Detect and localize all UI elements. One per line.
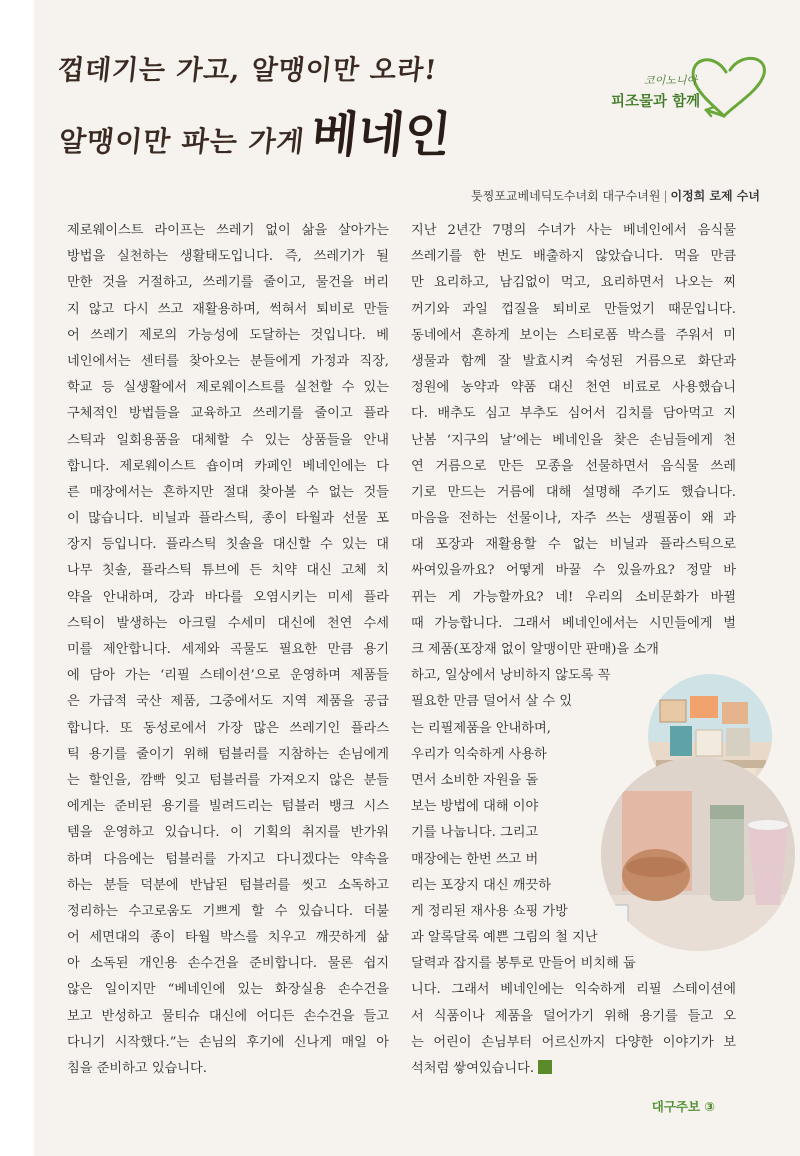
byline-org: 툿찡포교베네딕도수녀회 대구수녀원	[471, 189, 661, 203]
headline-line2-prefix: 알맹이만 파는 가게	[57, 125, 307, 158]
body-text-line: 합니다. 또 동성로에서 가장 많은 쓰레기인 플라스	[67, 720, 389, 736]
article-end-mark-icon	[538, 1060, 552, 1074]
headline-line2	[56, 96, 454, 165]
body-text-line: 쓰레기를 한 번도 배출하지 않았습니다. 먹을 만큼	[411, 249, 736, 265]
body-text-line: 구체적인 방법들을 교육하고 쓰레기를 줄이고 플라	[67, 406, 389, 422]
body-text-line: 은 가급적 국산 제품, 그중에서도 지역 제품을 공급	[67, 694, 389, 710]
body-text-line: 스틱이 발생하는 아크릴 수세미 대신에 천연 수세	[67, 615, 389, 631]
body-text-line: 이 많습니다. 비닐과 플라스틱, 종이 타월과 선물 포	[67, 511, 389, 527]
body-text-line: 뀌는 게 가능할까요? 네! 우리의 소비문화가 바뀔	[411, 589, 736, 605]
byline-author: 이정희 로제 수녀	[670, 189, 760, 203]
body-text-line: 마음을 전하는 선물이나, 자주 쓰는 생필품이 왜 과	[411, 511, 736, 527]
body-text-line: 방법을 실천하는 생활태도입니다. 즉, 쓰레기가 될	[67, 249, 389, 265]
body-text-line: 학교 등 실생활에서 제로웨이스트를 실천할 수 있는	[67, 380, 389, 396]
body-text-line: 에 담아 가는 ‘리필 스테이션’으로 운영하며 제품들	[67, 668, 389, 684]
body-text-line: 싸여있을까요? 어떻게 바꿀 수 있을까요? 정말 바	[411, 563, 736, 579]
byline	[471, 187, 760, 204]
body-text-line: 니다. 그래서 베네인에는 익숙하게 리필 스테이션에	[411, 982, 736, 998]
body-text-line: 우리가 익숙하게 사용하	[411, 746, 547, 762]
body-text-line: 하며 다음에는 텀블러를 가지고 다니겠다는 약속을	[67, 851, 389, 867]
body-text-line: 생물과 함께 잘 발효시켜 숙성된 거름으로 화단과	[411, 353, 736, 369]
headline-shop-name: 베네인	[308, 107, 454, 163]
body-text-line: 침을 준비하고 있습니다.	[67, 1061, 207, 1076]
series-title: 피조물과 함께	[611, 94, 701, 110]
body-text-line: 대 포장과 재활용할 수 없는 비닐과 플라스틱으로	[411, 537, 736, 553]
body-text-line: 매장에는 한번 쓰고 버	[411, 851, 539, 867]
body-text-line: 서 식품이나 제품을 덜어가기 위해 용기를 들고 오	[411, 1008, 736, 1024]
body-text-line: 정원에 농약과 약품 대신 천연 비료로 사용했습니	[411, 380, 736, 396]
body-text-line: 다. 배추도 심고 부추도 심어서 김치를 담아먹고 지	[411, 406, 736, 422]
byline-separator: |	[663, 189, 668, 203]
body-text-line: 지 않고 다시 쓰고 재활용하며, 썩혀서 퇴비로 만들	[67, 301, 389, 317]
headline-line1: 껍데기는 가고, 알맹이만 오라!	[56, 55, 439, 86]
body-text-line: 약을 안내하며, 강과 바다를 오염시키는 미세 플라	[67, 589, 389, 605]
body-text-line: 게 정리된 재사용 쇼핑 가방	[411, 903, 568, 919]
body-text-line: 템을 운영하고 있습니다. 이 기획의 취지를 반가워	[67, 825, 389, 841]
body-text-line: 합니다. 제로웨이스트 숍이며 카페인 베네인에는 다	[67, 458, 389, 474]
body-text-line: 기를 나눕니다. 그리고	[411, 825, 539, 841]
body-text-line: 면서 소비한 자원을 돌	[411, 772, 539, 788]
body-text-line: 나무 칫솔, 플라스틱 튜브에 든 치약 대신 고체 치	[67, 563, 389, 579]
article-left-column	[67, 218, 389, 1082]
body-text-line: 않은 일이지만 “베네인에 있는 화장실용 손수건을	[67, 982, 389, 998]
body-text-line: 때 가능합니다. 그래서 베네인에서는 시민들에게 벌	[411, 615, 736, 631]
body-text-line: 는 할인을, 깜빡 잊고 텀블러를 가져오지 않은 분들	[67, 772, 389, 788]
footer-source: 대구주보 ③	[651, 1099, 715, 1114]
body-text-line: 꺼기와 과일 껍질을 퇴비로 만들었기 때문입니다.	[411, 301, 736, 317]
body-text-line: 만 요리하고, 남김없이 먹고, 요리하면서 나오는 찌	[411, 275, 736, 291]
series-subtitle: 코이노니아	[644, 74, 698, 87]
body-text-line: 기로 만드는 거름에 대해 설명해 주기도 했습니다.	[411, 484, 736, 500]
body-text-line: 틱 용기를 줄이기 위해 텀블러를 지참하는 손님에게	[67, 746, 389, 762]
body-text-line: 보고 반성하고 물티슈 대신에 어디든 손수건을 들고	[67, 1008, 389, 1024]
body-text-line: 제로웨이스트 라이프는 쓰레기 없이 삶을 살아가는	[67, 223, 389, 238]
body-text-line: 만한 것을 거절하고, 쓰레기를 줄이고, 물건을 버리	[67, 275, 389, 291]
body-text-line: 에게는 준비된 용기를 빌려드리는 텀블러 뱅크 시스	[67, 799, 389, 815]
body-text-line: 미를 제안합니다. 세제와 곡물도 필요한 만큼 용기	[67, 642, 389, 657]
body-text-line: 는 어린이 손님부터 어르신까지 다양한 이야기가 보	[411, 1034, 736, 1050]
body-text-line: 연 거름으로 만든 모종을 선물하면서 음식물 쓰레	[411, 458, 736, 474]
product-photo-cups	[598, 755, 798, 953]
body-text-line: 석처럼 쌓여있습니다.	[411, 1056, 736, 1082]
body-text-line: 어 세면대의 종이 타월 박스를 치우고 깨끗하게 삶	[67, 930, 389, 946]
body-text-line: 과 알록달록 예쁜 그림의 철 지난	[411, 930, 598, 946]
body-text-line: 다니기 시작했다.”는 손님의 후기에 신나게 매일 아	[67, 1034, 389, 1050]
body-text-line: 네인에서는 센터를 찾아오는 분들에게 가정과 직장,	[67, 353, 389, 369]
body-text-line: 크 제품(포장재 없이 알맹이만 판매)을 소개	[411, 642, 659, 657]
body-text-line: 어 쓰레기 제로의 가능성에 도달하는 것입니다. 베	[67, 327, 389, 343]
body-text-line: 리는 포장지 대신 깨끗하	[411, 877, 551, 893]
body-text-line: 달력과 잡지를 봉투로 만들어 비치해 둡	[411, 956, 636, 972]
body-text-line: 동네에서 흔하게 보이는 스티로폼 박스를 주워서 미	[411, 327, 736, 343]
body-text-line: 하는 분들 덕분에 반납된 텀블러를 씻고 소독하고	[67, 877, 389, 893]
body-text-line: 지난 2년간 7명의 수녀가 사는 베네인에서 음식물	[411, 223, 736, 238]
body-text-line: 아 소독된 개인용 손수건을 준비합니다. 물론 쉽지	[67, 956, 389, 972]
body-text-line: 른 매장에서는 흔하지만 절대 찾아볼 수 없는 것들	[67, 484, 389, 500]
body-text-line: 필요한 만큼 덜어서 살 수 있	[411, 694, 573, 710]
body-text-line: 보는 방법에 대해 이야	[411, 799, 539, 815]
body-text-line: 장지 등입니다. 플라스틱 칫솔을 대신할 수 있는 대	[67, 537, 389, 553]
body-text-line: 정리하는 수고로움도 기쁘게 할 수 있습니다. 더불	[67, 903, 389, 919]
body-text-line: 난봄 ‘지구의 날’에는 베네인을 찾은 손님들에게 천	[411, 432, 736, 448]
body-text-line: 스틱과 일회용품을 대체할 수 있는 상품들을 안내	[67, 432, 389, 448]
body-text-line: 는 리필제품을 안내하며,	[411, 720, 551, 736]
body-text-line: 하고, 일상에서 낭비하지 않도록 꼭	[411, 668, 611, 684]
